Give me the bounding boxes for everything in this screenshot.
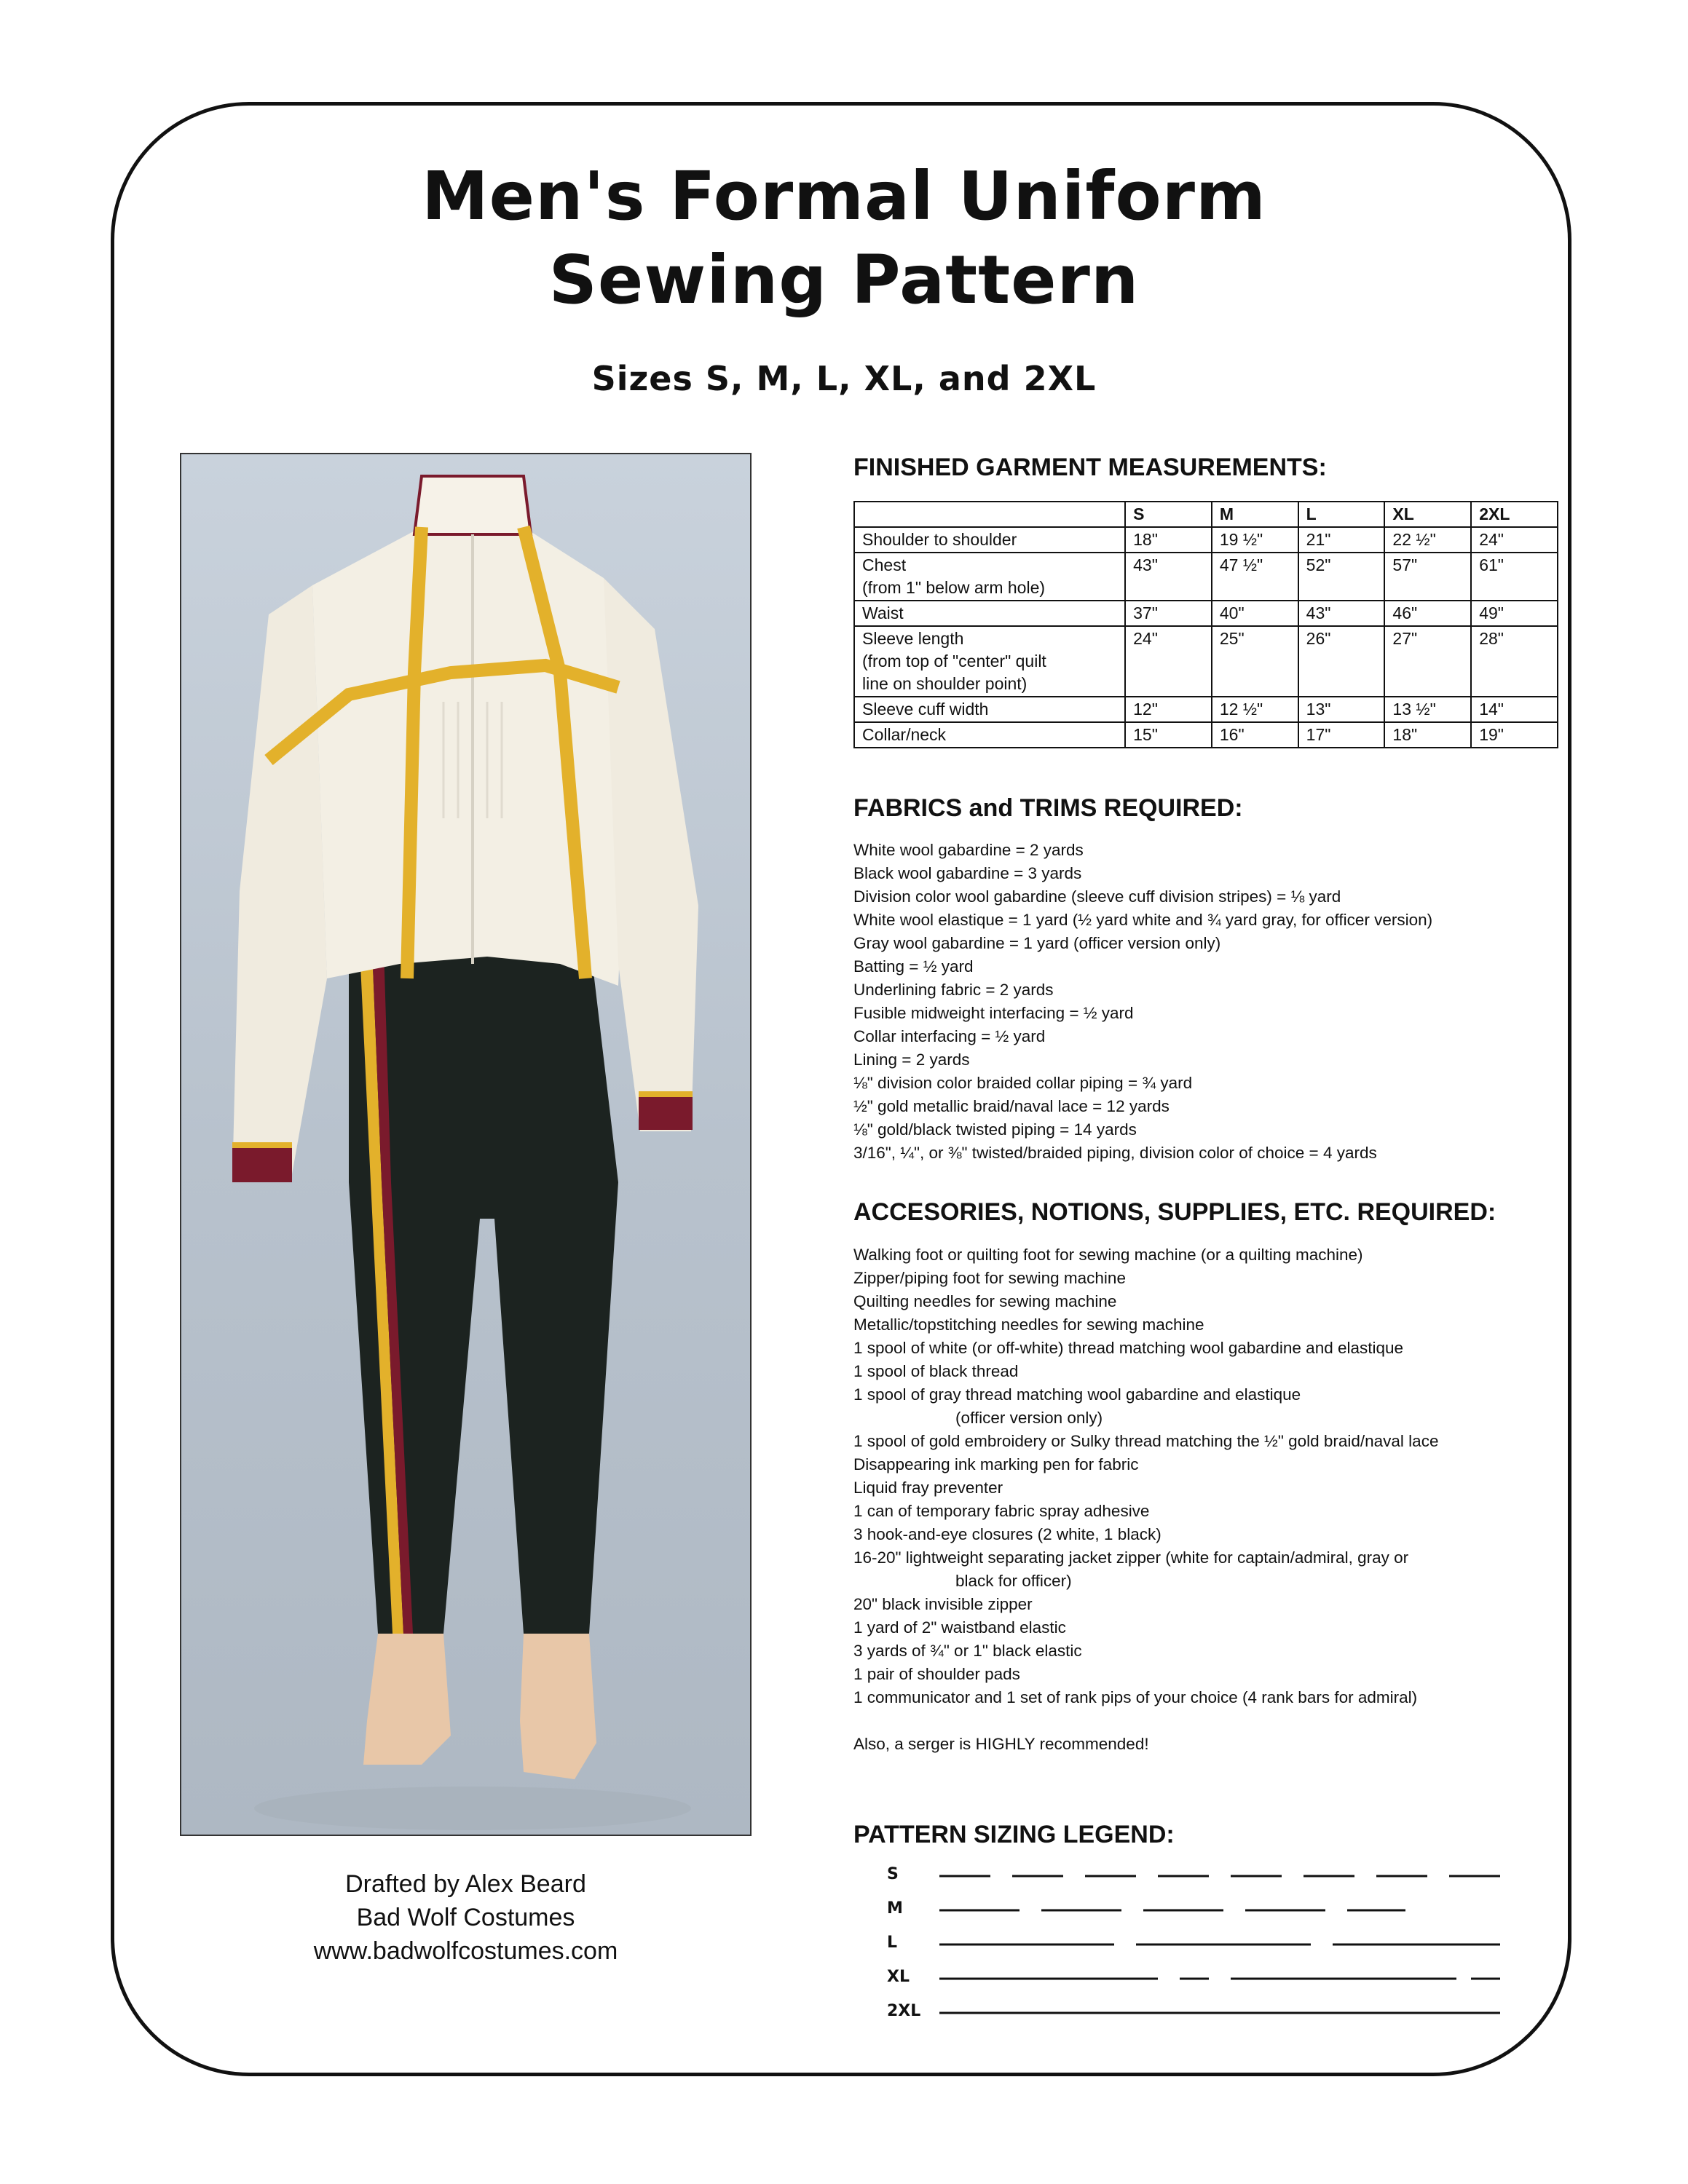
table-cell: 37" (1125, 601, 1212, 626)
credit-drafted-by: Drafted by Alex Beard (345, 1870, 586, 1898)
table-cell: 24" (1471, 527, 1558, 553)
cuff-left (232, 1146, 292, 1182)
credit-company: Bad Wolf Costumes (356, 1904, 575, 1931)
page-title-line2: Sewing Pattern (548, 241, 1140, 319)
table-header-row (854, 502, 1558, 527)
list-item: White wool gabardine = 2 yards (853, 841, 1084, 859)
table-row (854, 626, 1558, 697)
column-header: L (1298, 502, 1385, 527)
jacket-sleeve-left (232, 585, 327, 1182)
list-item: ⅛" division color braided collar piping = ¾ yard (853, 1074, 1193, 1092)
table-cell: 46" (1384, 601, 1471, 626)
list-item: White wool elastique = 1 yard (½ yard white and ¾ yard gray, for officer version) (853, 911, 1433, 929)
accessories-list (853, 1243, 1438, 1756)
table-cell: 17" (1298, 722, 1385, 748)
fabrics-heading: FABRICS and TRIMS REQUIRED: (853, 794, 1243, 822)
mannequin-foot-right (520, 1634, 596, 1779)
list-item: Collar interfacing = ½ yard (853, 1027, 1046, 1045)
legend-line (939, 2009, 1507, 2017)
measurements-table (853, 501, 1558, 748)
legend-line (939, 1975, 1507, 1982)
list-item: 1 communicator and 1 set of rank pips of your choice (4 rank bars for admiral) (853, 1688, 1418, 1706)
list-item: 16-20" lightweight separating jacket zipper (white for captain/admiral, gray or (853, 1548, 1409, 1567)
list-item: 1 pair of shoulder pads (853, 1665, 1020, 1683)
row-label (854, 626, 1125, 697)
list-item: 1 spool of gray thread matching wool gabardine and elastique (853, 1385, 1301, 1404)
table-row (854, 697, 1558, 722)
fabrics-list (853, 839, 1432, 1165)
row-label-line: Collar/neck (862, 725, 947, 744)
table-cell: 22 ½" (1384, 527, 1471, 553)
legend-size-label: L (887, 1934, 898, 1952)
accessories-heading: ACCESORIES, NOTIONS, SUPPLIES, ETC. REQUIRED: (853, 1198, 1496, 1226)
credit-website[interactable]: www.badwolfcostumes.com (313, 1937, 618, 1965)
list-item: 20" black invisible zipper (853, 1595, 1033, 1613)
row-label-line: Sleeve cuff width (862, 700, 989, 719)
list-item: Lining = 2 yards (853, 1051, 970, 1069)
column-header: 2XL (1471, 502, 1558, 527)
table-cell: 43" (1125, 553, 1212, 601)
list-item: 3 yards of ¾" or 1" black elastic (853, 1642, 1082, 1660)
table-cell: 19 ½" (1212, 527, 1298, 553)
legend-heading: PATTERN SIZING LEGEND: (853, 1821, 1175, 1848)
legend-line (939, 1941, 1507, 1948)
uniform-photo (180, 453, 752, 1836)
table-cell: 26" (1298, 626, 1385, 697)
list-item: Metallic/topstitching needles for sewing machine (853, 1315, 1204, 1334)
row-label (854, 601, 1125, 626)
table-row (854, 722, 1558, 748)
list-item: 1 spool of white (or off-white) thread matching wool gabardine and elastique (853, 1339, 1404, 1357)
table-cell: 18" (1384, 722, 1471, 748)
table-cell: 49" (1471, 601, 1558, 626)
list-item: Division color wool gabardine (sleeve cuff division stripes) = ⅛ yard (853, 887, 1341, 906)
list-item: Liquid fray preventer (853, 1479, 1003, 1497)
list-item: 3 hook-and-eye closures (2 white, 1 black) (853, 1525, 1162, 1543)
legend-line (939, 1872, 1507, 1880)
legend-size-label: M (887, 1899, 903, 1918)
table-cell: 61" (1471, 553, 1558, 601)
uniform-illustration (181, 454, 752, 1836)
table-cell: 24" (1125, 626, 1212, 697)
table-cell: 40" (1212, 601, 1298, 626)
table-row (854, 601, 1558, 626)
collar (414, 476, 531, 534)
list-item: 1 spool of gold embroidery or Sulky thread matching the ½" gold braid/naval lace (853, 1432, 1439, 1450)
list-item: Walking foot or quilting foot for sewing machine (or a quilting machine) (853, 1246, 1363, 1264)
table-cell: 19" (1471, 722, 1558, 748)
row-label-line: Chest (862, 555, 907, 574)
legend-size-label: S (887, 1865, 899, 1883)
mannequin-foot-left (363, 1634, 451, 1765)
list-item (853, 1709, 1438, 1733)
list-item: Batting = ½ yard (853, 957, 974, 976)
table-cell: 13" (1298, 697, 1385, 722)
list-item: Also, a serger is HIGHLY recommended! (853, 1735, 1149, 1753)
row-label-line: (from 1" below arm hole) (862, 578, 1046, 597)
table-cell: 52" (1298, 553, 1385, 601)
list-item: Gray wool gabardine = 1 yard (officer version only) (853, 934, 1221, 952)
list-item: Quilting needles for sewing machine (853, 1292, 1117, 1310)
list-item: 1 can of temporary fabric spray adhesive (853, 1502, 1150, 1520)
page-subtitle: Sizes S, M, L, XL, and 2XL (591, 359, 1097, 398)
row-label (854, 527, 1125, 553)
list-item: Black wool gabardine = 3 yards (853, 864, 1082, 882)
table-row (854, 527, 1558, 553)
column-header (854, 502, 1125, 527)
table-cell: 18" (1125, 527, 1212, 553)
cuff-right (639, 1095, 693, 1130)
table-cell: 12" (1125, 697, 1212, 722)
row-label (854, 553, 1125, 601)
table-cell: 12 ½" (1212, 697, 1298, 722)
measurements-heading: FINISHED GARMENT MEASUREMENTS: (853, 454, 1327, 481)
table-row (854, 553, 1558, 601)
legend-size-label: XL (887, 1968, 910, 1986)
table-cell: 13 ½" (1384, 697, 1471, 722)
row-label (854, 722, 1125, 748)
table-cell: 57" (1384, 553, 1471, 601)
row-label-line: Shoulder to shoulder (862, 530, 1017, 549)
list-item: 1 spool of black thread (853, 1362, 1019, 1380)
legend-line (939, 1907, 1507, 1914)
table-cell: 43" (1298, 601, 1385, 626)
list-item: ⅛" gold/black twisted piping = 14 yards (853, 1120, 1137, 1139)
list-item: Zipper/piping foot for sewing machine (853, 1269, 1126, 1287)
column-header: XL (1384, 502, 1471, 527)
table-cell: 15" (1125, 722, 1212, 748)
table-cell: 21" (1298, 527, 1385, 553)
row-label-line: Sleeve length (862, 629, 964, 648)
legend-size-label: 2XL (887, 2002, 921, 2020)
row-label-line: (from top of "center" quilt (862, 652, 1046, 670)
list-item: Disappearing ink marking pen for fabric (853, 1455, 1139, 1473)
row-label-line: line on shoulder point) (862, 674, 1028, 693)
jacket-sleeve-right (604, 578, 698, 1131)
table-cell: 16" (1212, 722, 1298, 748)
column-header: M (1212, 502, 1298, 527)
table-cell: 14" (1471, 697, 1558, 722)
row-label-line: Waist (862, 604, 904, 622)
list-item: ½" gold metallic braid/naval lace = 12 yards (853, 1097, 1170, 1115)
column-header: S (1125, 502, 1212, 527)
table-cell: 28" (1471, 626, 1558, 697)
table-cell: 47 ½" (1212, 553, 1298, 601)
list-item: Underlining fabric = 2 yards (853, 981, 1054, 999)
row-label (854, 697, 1125, 722)
list-item: black for officer) (955, 1572, 1072, 1590)
table-cell: 25" (1212, 626, 1298, 697)
list-item: 3/16", ¼", or ⅜" twisted/braided piping, division color of choice = 4 yards (853, 1144, 1377, 1162)
page-title-line1: Men's Formal Uniform (422, 157, 1266, 235)
list-item: Fusible midweight interfacing = ½ yard (853, 1004, 1134, 1022)
list-item: (officer version only) (955, 1409, 1103, 1427)
list-item: 1 yard of 2" waistband elastic (853, 1618, 1066, 1637)
table-cell: 27" (1384, 626, 1471, 697)
